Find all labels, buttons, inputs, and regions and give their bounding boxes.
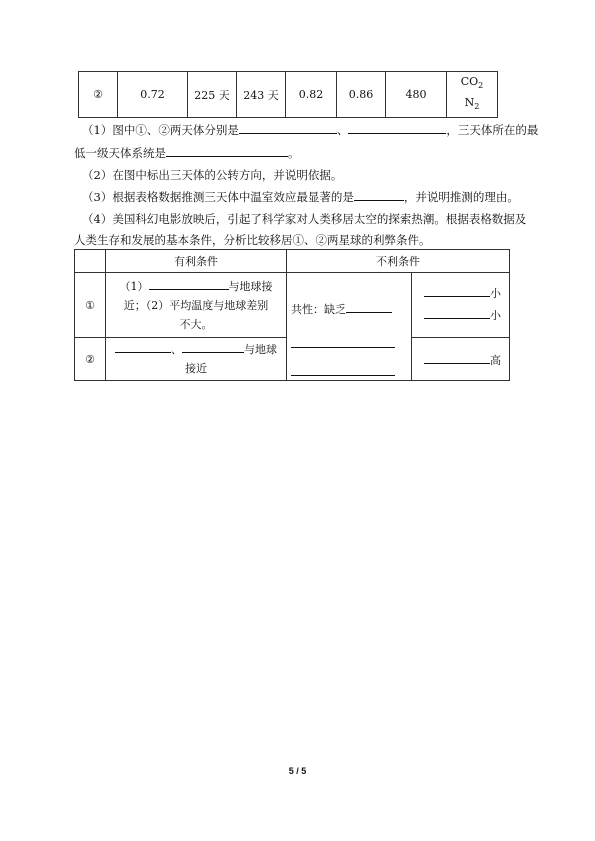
answer-blank[interactable] [348, 121, 446, 134]
cell-text: 与地球接 [228, 279, 273, 293]
question-text: ，三天体所在的最 [446, 123, 539, 137]
header-unfavorable: 不利条件 [287, 250, 510, 273]
unfavorable-specific-cell [412, 273, 510, 338]
answer-blank[interactable] [346, 300, 392, 313]
question-text: 、 [336, 123, 349, 137]
question-text: （4）美国科幻电影放映后，引起了科学家对人类移居太空的探索热潮。根据表格数据及 [82, 212, 527, 226]
answer-blank[interactable] [424, 284, 490, 297]
question-text: ，并说明推测的理由。 [403, 190, 519, 204]
question-text: （2）在图中标出三天体的公转方向，并说明依据。 [82, 168, 343, 182]
cell-text: 小 [490, 287, 501, 300]
question-2 [74, 164, 524, 186]
page-number: 5 / 5 [288, 766, 307, 776]
table-row [79, 72, 498, 118]
gas-subscript: 2 [474, 101, 480, 111]
cell-text: 近；（2）平均温度与地球差别 [123, 298, 269, 312]
gas-label: CO [460, 75, 479, 89]
pros-cons-table [74, 249, 510, 381]
answer-blank[interactable] [182, 340, 244, 353]
cell-text: 接近 [185, 362, 207, 375]
cell-text: 不大。 [179, 317, 213, 331]
question-4-line-2 [74, 229, 524, 251]
data-cell: 0.82 [286, 72, 337, 118]
answer-blank[interactable] [354, 188, 404, 201]
question-text: 。 [288, 146, 300, 160]
answer-blank[interactable] [424, 351, 490, 364]
answer-blank[interactable] [291, 363, 395, 376]
question-text: （1）图中①、②两天体分别是 [82, 123, 239, 137]
planet-data-table [78, 71, 498, 118]
favorable-cell [106, 338, 287, 381]
row-label-cell: ② [75, 338, 106, 381]
data-cell: 0.72 [118, 72, 188, 118]
question-text: （3）根据表格数据推测三天体中温室效应最显著的是 [82, 190, 354, 204]
row-label-cell: ② [79, 72, 118, 118]
favorable-cell [106, 273, 287, 338]
cell-text: （1） [119, 279, 149, 293]
table-row-planet-1 [75, 273, 510, 338]
row-label-cell: ① [75, 273, 106, 338]
common-unfavorable-cell [287, 273, 412, 381]
answer-blank[interactable] [291, 335, 395, 348]
question-1-line-1 [74, 119, 539, 141]
answer-blank[interactable] [149, 277, 229, 290]
question-3 [74, 186, 524, 208]
answer-blank[interactable] [239, 121, 337, 134]
cell-text: 高 [490, 353, 501, 367]
gas-subscript: 2 [478, 81, 484, 91]
data-cell: 243 天 [237, 72, 286, 118]
data-cell: 480 [386, 72, 447, 118]
question-1-line-2 [74, 142, 524, 164]
answer-blank[interactable] [115, 340, 171, 353]
atmosphere-cell [447, 72, 498, 118]
data-cell: 0.86 [337, 72, 386, 118]
answer-blank[interactable] [166, 144, 288, 157]
header-favorable: 有利条件 [106, 250, 287, 273]
data-cell: 225 天 [188, 72, 237, 118]
cell-text: 、 [171, 343, 182, 356]
gas-label: N [464, 95, 475, 109]
question-text: 人类生存和发展的基本条件，分析比较移居①、②两星球的利弊条件。 [74, 233, 431, 247]
question-text: 低一级天体系统是 [74, 146, 166, 160]
table-header-row [75, 250, 510, 273]
cell-text: 小 [490, 309, 501, 322]
answer-blank[interactable] [424, 306, 490, 319]
header-blank-cell [75, 250, 106, 273]
cell-text: 与地球 [244, 343, 277, 356]
unfavorable-specific-cell [412, 338, 510, 381]
question-4-line-1 [74, 208, 527, 230]
cell-text: 共性：缺乏 [291, 303, 346, 316]
